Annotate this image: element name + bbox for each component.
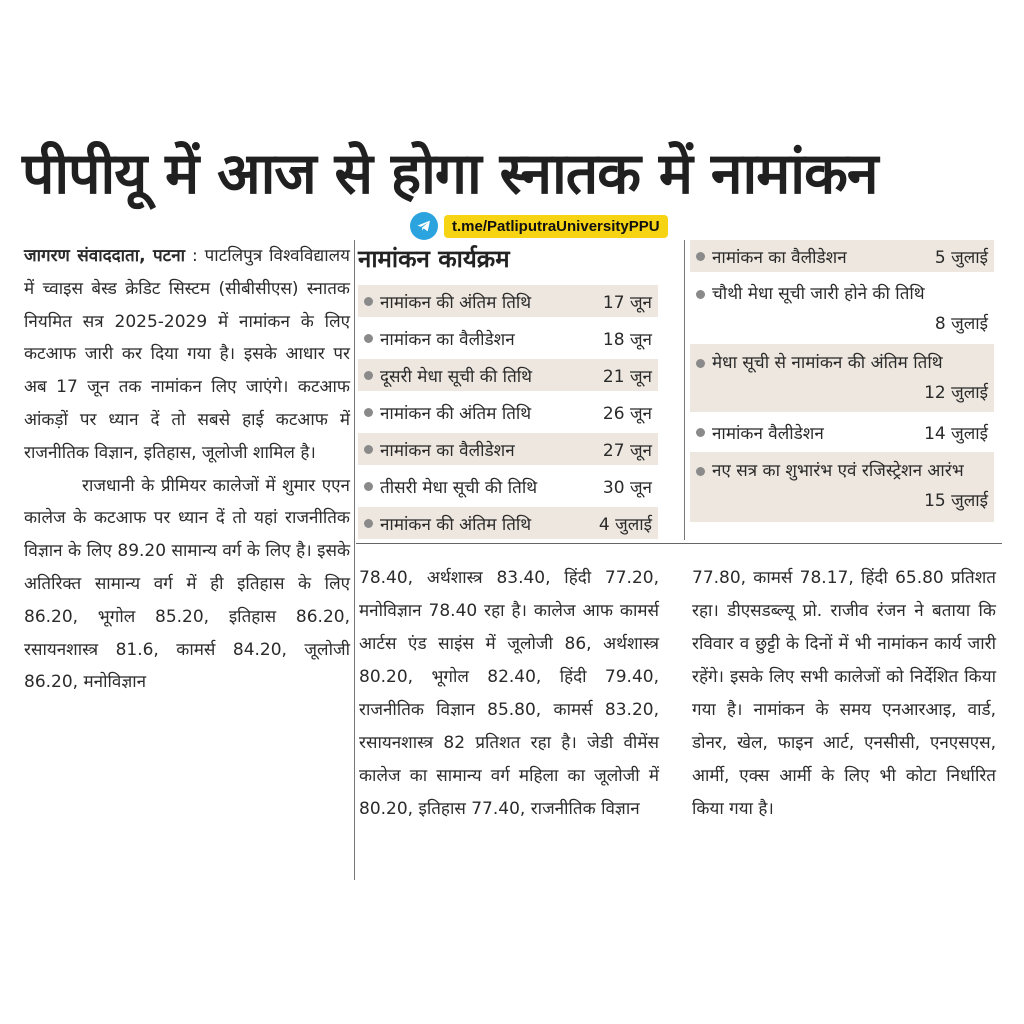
article-column-1 xyxy=(24,240,350,699)
bullet-icon xyxy=(696,252,705,261)
schedule-date: 26 जून xyxy=(602,403,652,424)
schedule-date: 8 जुलाई xyxy=(934,314,988,334)
bullet-icon xyxy=(364,445,373,454)
schedule-label: दूसरी मेधा सूची की तिथि xyxy=(380,366,533,387)
schedule-row xyxy=(358,285,658,317)
schedule-row xyxy=(358,507,658,539)
schedule-label: नामांकन का वैलीडेशन xyxy=(380,440,515,461)
column-divider xyxy=(354,240,355,880)
schedule-label: नामांकन की अंतिम तिथि xyxy=(380,292,532,313)
schedule-label: चौथी मेधा सूची जारी होने की तिथि xyxy=(712,284,925,304)
schedule-row xyxy=(358,359,658,391)
paragraph-2: राजधानी के प्रीमियर कालेजों में शुमार एएन कालेज के कटआफ पर ध्यान दें तो यहां राजनीतिक विज्ञान के लिए 89.20 सामान्य वर्ग के लिए है। इसके अतिरिक्त सामान्य वर्ग में ही इतिहास के लिए 86.20, भूगोल 85.20, इतिहास 86.20, रसायनशास्त्र 81.6, कामर्स 84.20, जूलोजी 86.20, मनोविज्ञान xyxy=(24,475,350,693)
telegram-icon xyxy=(410,212,438,240)
telegram-url[interactable]: t.me/PatliputraUniversityPPU xyxy=(444,215,668,238)
schedule-label: तीसरी मेधा सूची की तिथि xyxy=(380,477,538,498)
bullet-icon xyxy=(364,334,373,343)
schedule-row xyxy=(358,433,658,465)
schedule-date: 17 जून xyxy=(602,292,652,313)
bullet-icon xyxy=(364,408,373,417)
schedule-row xyxy=(690,344,994,412)
schedule-label: नए सत्र का शुभारंभ एवं रजिस्ट्रेशन आरंभ xyxy=(712,461,964,481)
schedule-bottom-rule xyxy=(356,543,1002,544)
schedule-date: 14 जुलाई xyxy=(924,423,988,444)
schedule-label: मेधा सूची से नामांकन की अंतिम तिथि xyxy=(712,353,943,373)
telegram-link[interactable] xyxy=(410,211,668,241)
schedule-date: 4 जुलाई xyxy=(598,514,652,535)
bullet-icon xyxy=(696,290,705,299)
paragraph-1 xyxy=(24,240,350,470)
schedule-date: 18 जून xyxy=(602,329,652,350)
schedule-row xyxy=(690,452,994,522)
schedule-label: नामांकन वैलीडेशन xyxy=(712,423,824,444)
article-column-2: 78.40, अर्थशास्त्र 83.40, हिंदी 77.20, मनोविज्ञान 78.40 रहा है। कालेज आफ कामर्स आर्टस एंड साइंस में जूलोजी 86, अर्थशास्त्र 80.20, भूगोल 82.40, हिंदी 79.40, राजनीतिक विज्ञान 85.80, कामर्स 83.20, रसायनशास्त्र 82 प्रतिशत रहा है। जेडी वीमेंस कालेज का सामान्य वर्ग महिला का जूलोजी में 80.20, इतिहास 77.40, राजनीतिक विज्ञान xyxy=(359,568,659,819)
schedule-title: नामांकन कार्यक्रम xyxy=(358,245,510,273)
schedule-date: 5 जुलाई xyxy=(934,247,988,268)
schedule-divider xyxy=(684,240,685,540)
bullet-icon xyxy=(696,359,705,368)
schedule-label: नामांकन की अंतिम तिथि xyxy=(380,403,532,424)
headline: पीपीयू में आज से होगा स्नातक में नामांकन xyxy=(22,141,878,207)
schedule-row xyxy=(358,396,658,428)
bullet-icon xyxy=(364,482,373,491)
schedule-row xyxy=(358,470,658,502)
paragraph-1-text: : पाटलिपुत्र विश्वविद्यालय में च्वाइस बेस्ड क्रेडिट सिस्टम (सीबीसीएस) स्नातक नियमित सत्र 2025-2029 में नामांकन के लिए कटआफ जारी कर दिया गया है। इसके आधार पर अब 17 जून तक नामांकन लिए जाएंगे। कटआफ आंकड़ों पर ध्यान दें तो सबसे हाई कटआफ में राजनीतिक विज्ञान, इतिहास, जूलोजी शामिल है। xyxy=(24,246,350,463)
bullet-icon xyxy=(364,519,373,528)
schedule-date: 12 जुलाई xyxy=(924,383,988,403)
schedule-row xyxy=(690,240,994,272)
bullet-icon xyxy=(364,371,373,380)
schedule-date: 27 जून xyxy=(602,440,652,461)
schedule-row xyxy=(358,322,658,354)
schedule-date: 15 जुलाई xyxy=(924,491,988,511)
schedule-label: नामांकन का वैलीडेशन xyxy=(712,247,847,268)
bullet-icon xyxy=(696,467,705,476)
schedule-date: 21 जून xyxy=(602,366,652,387)
bullet-icon xyxy=(364,297,373,306)
schedule-label: नामांकन का वैलीडेशन xyxy=(380,329,515,350)
schedule-label: नामांकन की अंतिम तिथि xyxy=(380,514,532,535)
article-column-3: 77.80, कामर्स 78.17, हिंदी 65.80 प्रतिशत रहा। डीएसडब्ल्यू प्रो. राजीव रंजन ने बताया कि रविवार व छुट्टी के दिनों में भी नामांकन कार्य जारी रहेंगे। इसके लिए सभी कालेजों को निर्देशित किया गया है। नामांकन के समय एनआरआइ, वार्ड, डोनर, खेल, फाइन आर्ट, एनसीसी, एनएसएस, आर्मी, एक्स आर्मी के लिए भी कोटा निर्धारित किया गया है। xyxy=(692,568,996,819)
schedule-row xyxy=(690,416,994,448)
schedule-date: 30 जून xyxy=(602,477,652,498)
bullet-icon xyxy=(696,428,705,437)
byline: जागरण संवाददाता, पटना xyxy=(24,246,186,266)
schedule-row xyxy=(690,275,994,341)
